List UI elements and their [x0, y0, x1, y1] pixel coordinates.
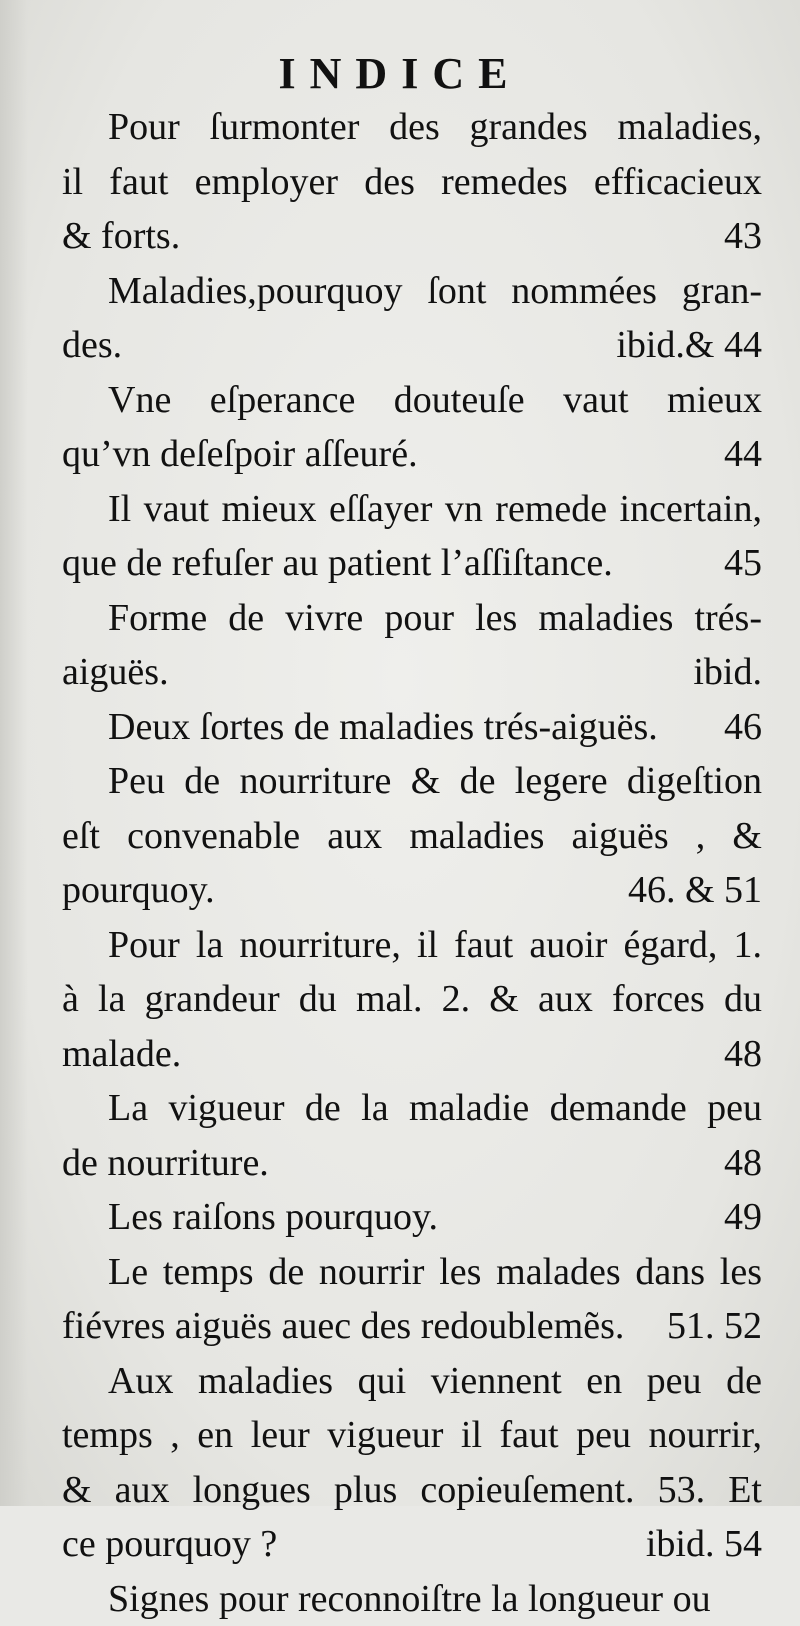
index-entries	[62, 100, 762, 1626]
index-entry	[62, 591, 762, 700]
index-entry-last-line	[62, 536, 762, 591]
index-entry-text: il faut employer des remedes efficacieux	[62, 155, 762, 210]
index-entry	[62, 754, 762, 918]
index-entry-text: Peu de nourriture & de legere digeſtion	[62, 754, 762, 809]
index-entry	[62, 1245, 762, 1354]
index-entry-text: de nourriture.	[62, 1136, 269, 1191]
index-entry	[62, 1354, 762, 1572]
index-entry-text: Maladies,pourquoy ſont nommées gran-	[62, 264, 762, 319]
index-entry-text: pourquoy.	[62, 863, 215, 918]
index-entry-text: Deux ſortes de maladies trés-aiguës.	[108, 700, 658, 755]
index-entry	[62, 700, 762, 755]
index-entry	[62, 100, 762, 264]
index-entry	[62, 264, 762, 373]
index-entry-page: 48	[724, 1027, 762, 1082]
index-entry-text: Vne eſperance douteuſe vaut mieux	[62, 373, 762, 428]
index-entry-text: malade.	[62, 1027, 181, 1082]
index-entry-text: & forts.	[62, 209, 180, 264]
index-entry-text: temps , en leur vigueur il faut peu nourrir,	[62, 1408, 762, 1463]
index-entry-text: Pour la nourriture, il faut auoir égard, 1.	[62, 918, 762, 973]
index-entry-text: Signes pour reconnoiſtre la longueur ou	[108, 1572, 711, 1626]
index-entry-last-line	[62, 863, 762, 918]
index-entry-page: 46. & 51	[628, 863, 762, 918]
index-entry-text: Forme de vivre pour les maladies trés-	[62, 591, 762, 646]
index-entry-text: Le temps de nourrir les malades dans les	[62, 1245, 762, 1300]
index-entry-page: ibid. 54	[646, 1517, 762, 1572]
index-entry	[62, 482, 762, 591]
index-entry	[62, 1081, 762, 1190]
index-entry-page: 43	[724, 209, 762, 264]
index-entry-text: que de refuſer au patient l’aſſiſtance.	[62, 536, 613, 591]
index-entry-page: ibid.	[693, 645, 762, 700]
index-entry-text: La vigueur de la maladie demande peu	[62, 1081, 762, 1136]
index-entry-text: eſt convenable aux maladies aiguës , &	[62, 809, 762, 864]
index-entry-page: ibid.& 44	[616, 318, 762, 373]
index-entry-last-line	[62, 700, 762, 755]
index-entry-text: ce pourquoy ?	[62, 1517, 277, 1572]
index-entry-last-line	[62, 1190, 762, 1245]
index-entry-text: à la grandeur du mal. 2. & aux forces du	[62, 972, 762, 1027]
index-entry	[62, 918, 762, 1082]
index-entry-text: Aux maladies qui viennent en peu de	[62, 1354, 762, 1409]
index-entry-page: 45	[724, 536, 762, 591]
index-entry-last-line	[62, 1027, 762, 1082]
index-entry-text: Les raiſons pourquoy.	[108, 1190, 438, 1245]
index-entry	[62, 1572, 762, 1626]
index-entry-last-line	[62, 427, 762, 482]
index-entry-last-line	[62, 1517, 762, 1572]
index-entry-last-line	[62, 1299, 762, 1354]
index-entry-last-line	[62, 1136, 762, 1191]
index-entry-text: qu’vn deſeſpoir aſſeuré.	[62, 427, 418, 482]
index-entry-page: 44	[724, 427, 762, 482]
index-entry-text: Il vaut mieux eſſayer vn remede incertain,	[62, 482, 762, 537]
index-entry-text: des.	[62, 318, 122, 373]
page-header: INDICE	[0, 52, 800, 96]
page-shadow-edge	[0, 0, 28, 1506]
index-entry	[62, 1190, 762, 1245]
index-entry-page: 48	[724, 1136, 762, 1191]
index-entry-last-line	[62, 318, 762, 373]
index-entry-last-line	[62, 209, 762, 264]
index-entry-last-line	[62, 1572, 762, 1626]
index-entry	[62, 373, 762, 482]
index-entry-text: Pour ſurmonter des grandes maladies,	[62, 100, 762, 155]
index-entry-text: fiévres aiguës auec des redoublemẽs.	[62, 1299, 624, 1354]
index-entry-text: aiguës.	[62, 645, 169, 700]
index-entry-page: 46	[724, 700, 762, 755]
index-entry-page: 49	[724, 1190, 762, 1245]
index-entry-last-line	[62, 645, 762, 700]
index-entry-text: & aux longues plus copieuſement. 53. Et	[62, 1463, 762, 1518]
index-entry-page: 51. 52	[667, 1299, 762, 1354]
